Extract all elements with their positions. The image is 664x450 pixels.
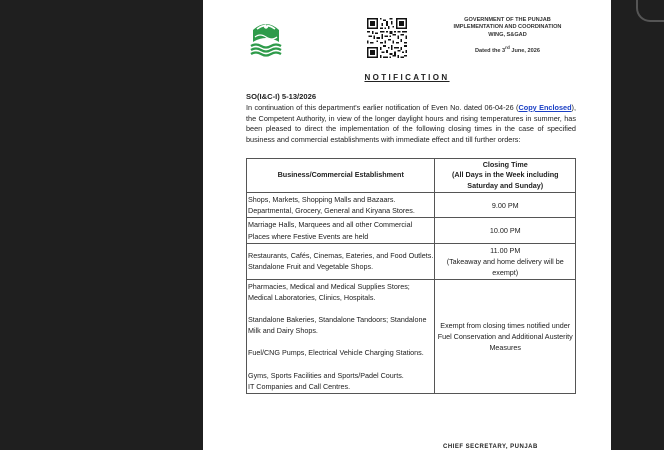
- establishment-cell: Shops, Markets, Shopping Malls and Bazaars. Departmental, Grocery, General and Kiryana Stores.: [247, 193, 435, 218]
- col-header-establishment: Business/Commercial Establishment: [247, 159, 435, 193]
- closing-time-value: 11.00 PM: [490, 245, 521, 255]
- closing-time-header-line1: Closing Time: [482, 160, 528, 169]
- gov-line-3: WING, S&GAD: [488, 31, 527, 38]
- exempt-item-fuel: Fuel/CNG Pumps, Electrical Vehicle Charging Stations.: [248, 348, 424, 358]
- col-header-closing-time: [435, 159, 576, 193]
- closing-time-cell: 10.00 PM: [435, 218, 576, 243]
- establishment-cell: Marriage Halls, Marquees and all other Commercial Places where Festive Events are held: [247, 218, 435, 243]
- table-row: [247, 218, 576, 243]
- copy-enclosed-link[interactable]: Copy Enclosed: [518, 103, 572, 112]
- closing-time-cell: [435, 243, 576, 279]
- table-row-exempt: [247, 279, 576, 393]
- notification-paragraph: [246, 103, 576, 146]
- closing-time-header-line2: (All Days in the Week including Saturday and Sunday): [451, 170, 559, 190]
- gov-line-1: GOVERNMENT OF THE PUNJAB: [464, 17, 551, 23]
- date-line: [435, 44, 580, 55]
- exempt-item-it: IT Companies and Call Centres.: [248, 381, 351, 391]
- exempt-closing-cell: Exempt from closing times notified under Fuel Conservation and Additional Austerity Measures: [435, 279, 576, 393]
- document-page: [203, 0, 611, 450]
- signature-title: CHIEF SECRETARY, PUNJAB: [443, 444, 538, 450]
- exempt-item-gyms: Gyms, Sports Facilities and Sports/Padel Courts.: [248, 370, 404, 380]
- dated-prefix: Dated the 3: [475, 48, 506, 55]
- table-row: [247, 193, 576, 218]
- closing-times-table: [246, 158, 576, 394]
- exempt-item-bakeries: Standalone Bakeries, Standalone Tandoors; Standalone Milk and Dairy Shops.: [248, 315, 427, 336]
- punjab-government-logo: [248, 20, 284, 58]
- exempt-establishments-cell: [247, 279, 435, 393]
- government-header: [435, 17, 580, 55]
- qr-code: [367, 18, 407, 58]
- closing-time-note: (Takeaway and home delivery will be exempt): [446, 256, 564, 277]
- gov-line-2: IMPLEMENTATION AND COORDINATION: [453, 24, 562, 31]
- paragraph-text-after: ), the Competent Authority, in view of the longer daylight hours and rising temperatures in summer, has been pleased to direct the implementation of the following closing times in the case of specified business and commercial establishments with immediate effect and till further orders:: [246, 103, 576, 145]
- table-header-row: [247, 159, 576, 193]
- reference-number: SO(I&C-I) 5-13/2026: [246, 92, 317, 101]
- dated-suffix: June, 2026: [509, 48, 540, 55]
- notification-title: NOTIFICATION: [364, 73, 450, 82]
- exempt-item-pharmacies: Pharmacies, Medical and Medical Supplies Stores; Medical Laboratories, Clinics, Hospitals.: [248, 281, 410, 302]
- establishment-cell: Restaurants, Cafés, Cinemas, Eateries, and Food Outlets. Standalone Fruit and Vegetable Shops.: [247, 243, 435, 279]
- closing-time-cell: 9.00 PM: [435, 193, 576, 218]
- table-row: [247, 243, 576, 279]
- dated-superscript: rd: [505, 45, 510, 51]
- paragraph-text-before: In continuation of this department's earlier notification of Even No. dated 06-04-26 (: [246, 103, 519, 112]
- window-corner-decoration: [636, 0, 664, 22]
